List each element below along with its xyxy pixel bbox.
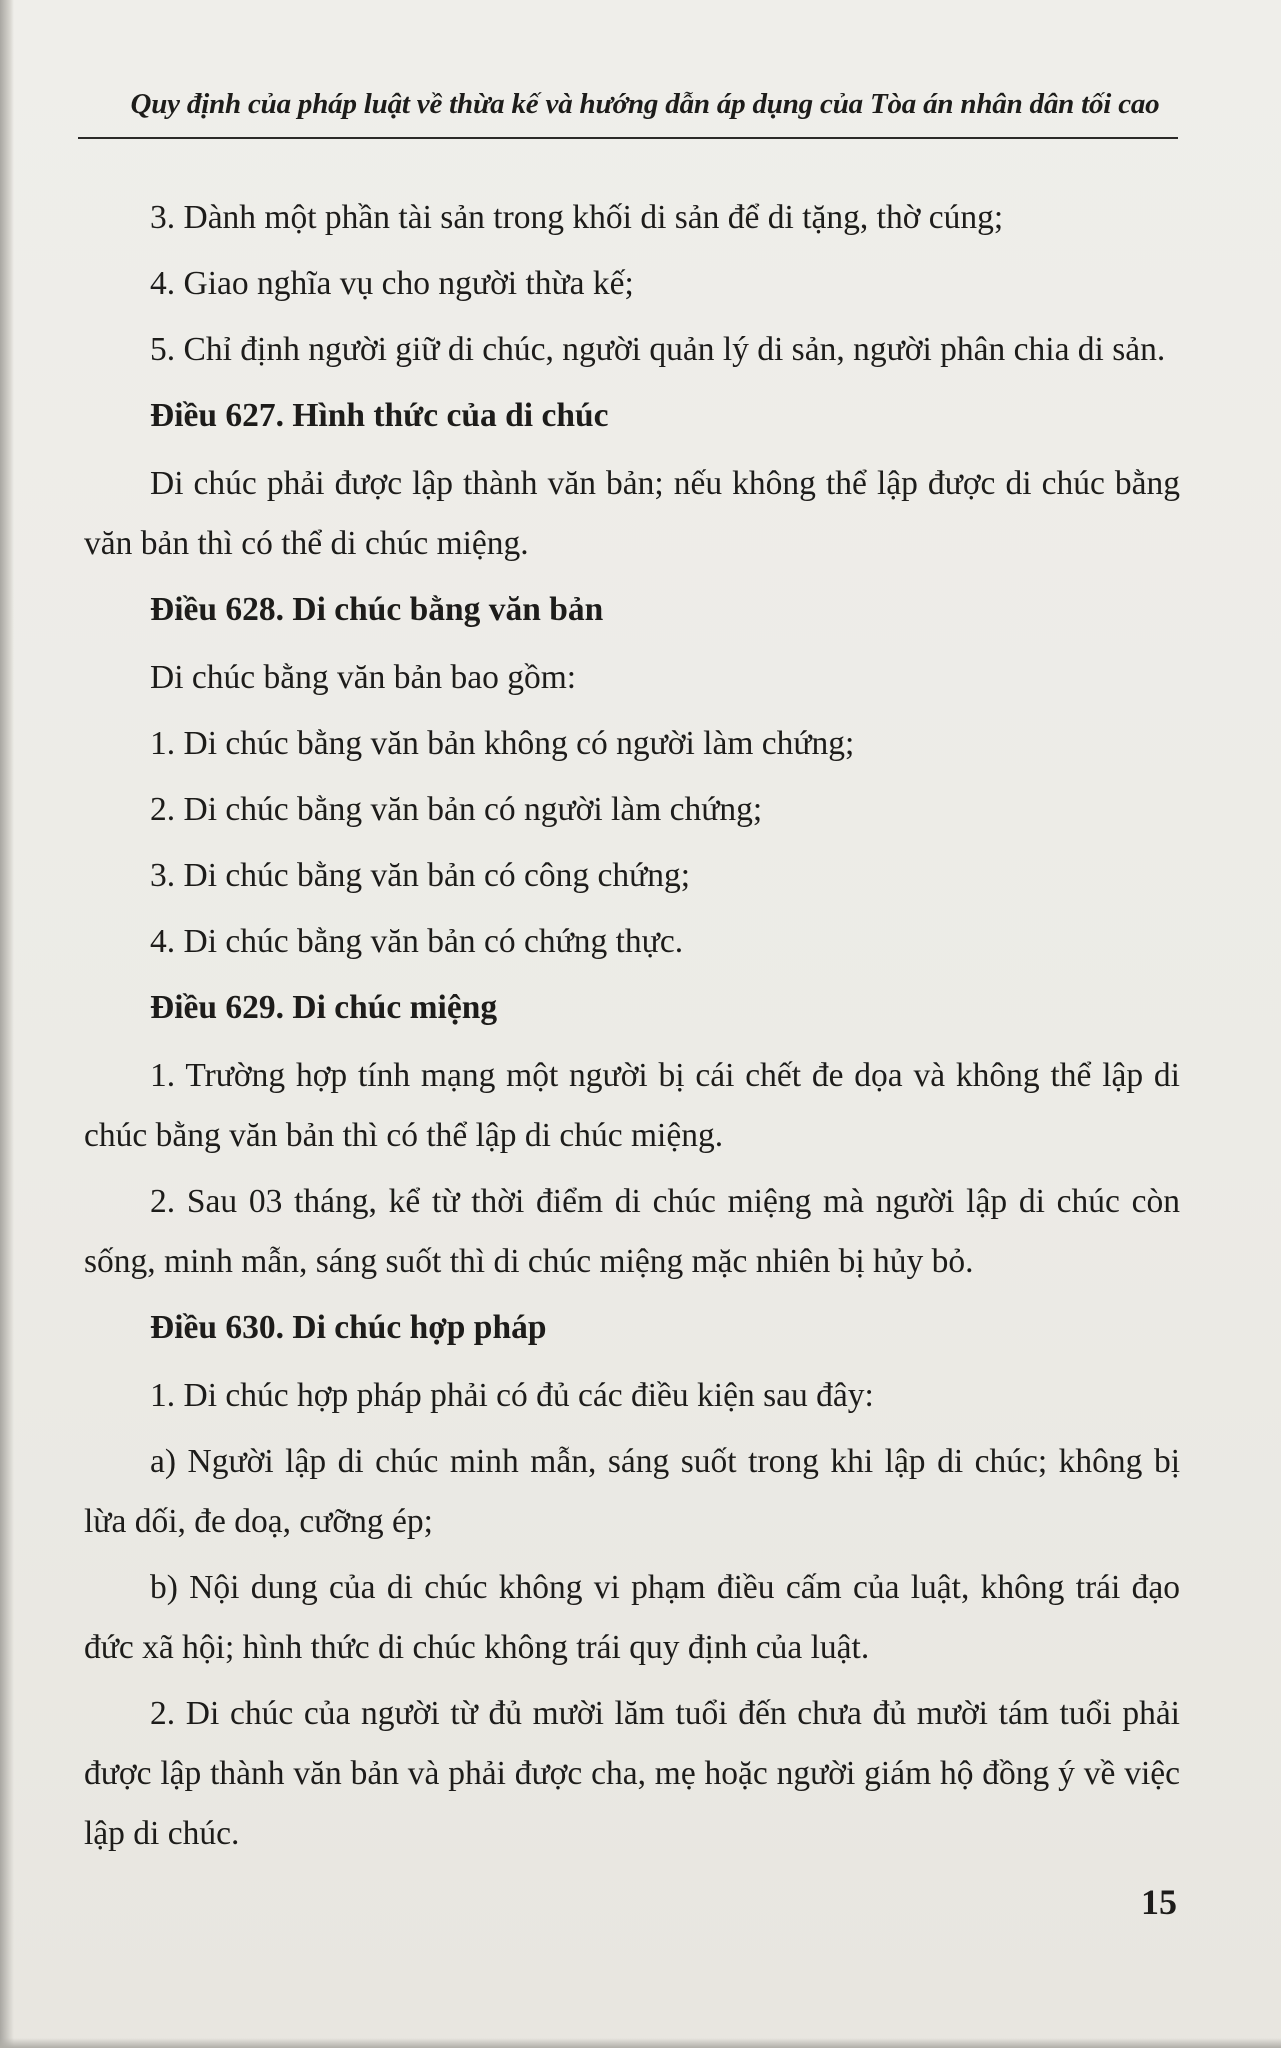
article-heading-630: Điều 630. Di chúc hợp pháp: [150, 1309, 547, 1346]
paragraph: 3. Di chúc bằng văn bản có công chứng;: [150, 857, 691, 894]
paragraph: 5. Chỉ định người giữ di chúc, người quản lý di sản, người phân chia di sản.: [150, 331, 1166, 368]
paragraph: 2. Di chúc của người từ đủ mười lăm tuổi đến chưa đủ mười tám tuổi phải được lập thành văn bản và phải được cha, mẹ hoặc người giám hộ đồng ý về việc lập di chúc.: [84, 1695, 1180, 1852]
paragraph: Di chúc phải được lập thành văn bản; nếu không thể lập được di chúc bằng văn bản thì có thể di chúc miệng.: [84, 465, 1180, 562]
paragraph: Di chúc bằng văn bản bao gồm:: [150, 659, 577, 696]
paragraph: a) Người lập di chúc minh mẫn, sáng suốt trong khi lập di chúc; không bị lừa dối, đe doạ, cưỡng ép;: [84, 1443, 1180, 1540]
article-heading-628: Điều 628. Di chúc bằng văn bản: [150, 591, 604, 628]
page-bottom-shadow: [0, 2038, 1281, 2048]
paragraph: 1. Trường hợp tính mạng một người bị cái chết đe dọa và không thể lập di chúc bằng văn bản thì có thể lập di chúc miệng.: [84, 1057, 1180, 1154]
body-text: [84, 188, 1180, 1870]
article-heading-629: Điều 629. Di chúc miệng: [150, 989, 498, 1026]
paragraph: b) Nội dung của di chúc không vi phạm điều cấm của luật, không trái đạo đức xã hội; hình thức di chúc không trái quy định của luật.: [84, 1569, 1180, 1666]
paragraph: 4. Di chúc bằng văn bản có chứng thực.: [150, 923, 684, 960]
header-rule: [78, 137, 1178, 139]
paragraph: 3. Dành một phần tài sản trong khối di sản để di tặng, thờ cúng;: [150, 199, 1004, 236]
paragraph: 2. Di chúc bằng văn bản có người làm chứng;: [150, 791, 763, 828]
page-binding-shadow: [0, 0, 14, 2048]
page-number: 15: [1141, 1882, 1177, 1922]
paragraph: 1. Di chúc bằng văn bản không có người làm chứng;: [150, 725, 855, 762]
paragraph: 1. Di chúc hợp pháp phải có đủ các điều kiện sau đây:: [150, 1377, 874, 1414]
running-header: Quy định của pháp luật về thừa kế và hướng dẫn áp dụng của Tòa án nhân dân tối cao: [130, 88, 1160, 120]
paragraph: 2. Sau 03 tháng, kể từ thời điểm di chúc miệng mà người lập di chúc còn sống, minh mẫn, sáng suốt thì di chúc miệng mặc nhiên bị hủy bỏ.: [84, 1183, 1180, 1280]
paragraph: 4. Giao nghĩa vụ cho người thừa kế;: [150, 265, 634, 302]
article-heading-627: Điều 627. Hình thức của di chúc: [150, 397, 609, 434]
